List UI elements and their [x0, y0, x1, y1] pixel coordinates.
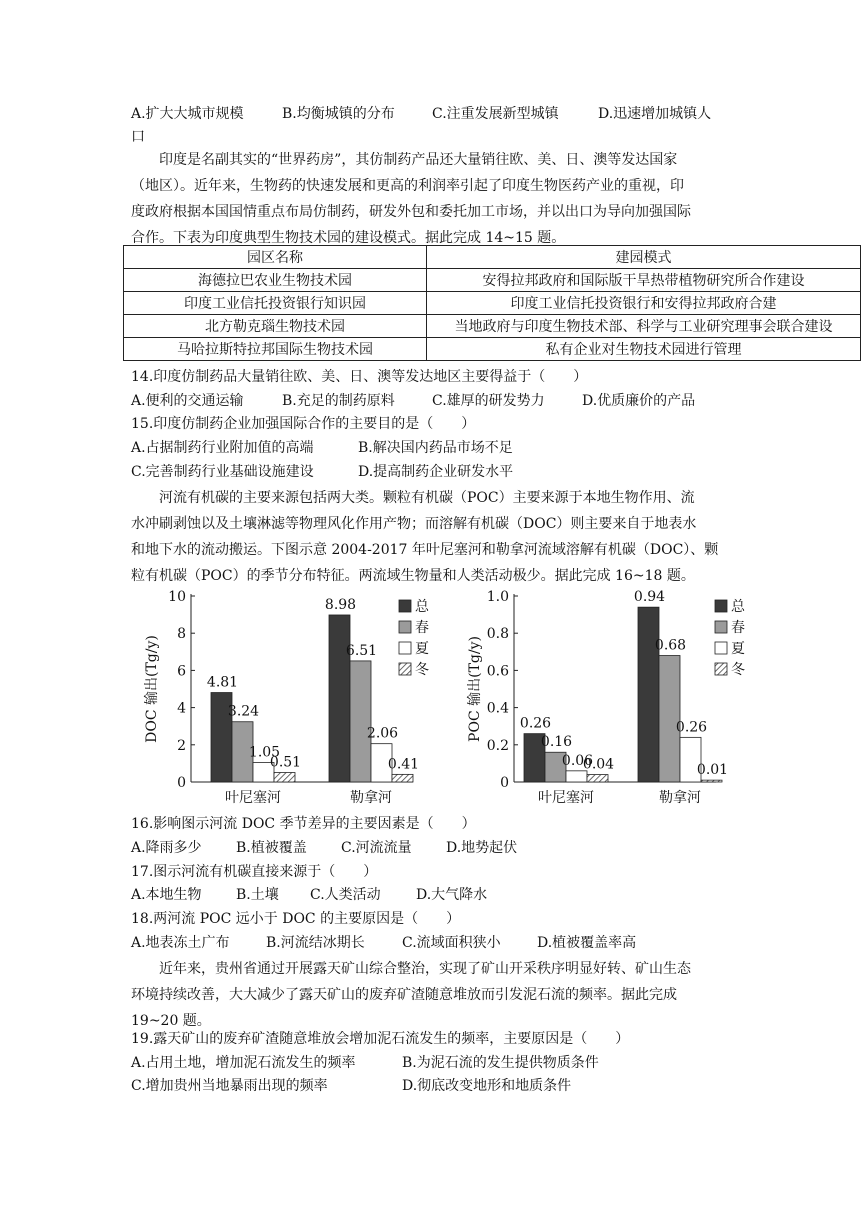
table-cell: 私有企业对生物技术园进行管理 — [427, 338, 861, 361]
data-label: 0.06 — [561, 752, 594, 769]
category-label: 叶尼塞河 — [538, 790, 594, 806]
legend-label: 春 — [731, 620, 745, 636]
data-label: 0.16 — [540, 734, 573, 751]
category-label: 勒拿河 — [350, 790, 392, 806]
table-row — [124, 338, 861, 361]
bar — [392, 774, 413, 782]
legend-swatch — [715, 600, 727, 612]
data-label: 0.51 — [269, 754, 302, 771]
passage-line: 粒有机碳（POC）的季节分布特征。两流域生物量和人类活动极少。据此完成 16~18 题。 — [131, 568, 695, 584]
passage-line: 印度是名副其实的“世界药房”，其仿制药产品还大量销往欧、美、日、澳等发达国家 — [159, 152, 678, 168]
data-label: 0.26 — [519, 715, 552, 732]
table-row — [124, 269, 861, 292]
bar — [638, 607, 659, 782]
q16-stem: 16.影响图示河流 DOC 季节差异的主要因素是（ ） — [131, 816, 476, 832]
q15-option-b: B.解决国内药品市场不足 — [358, 440, 513, 456]
data-label: 1.05 — [248, 744, 281, 761]
table-row — [124, 292, 861, 315]
y-tick-label: 10 — [168, 589, 186, 605]
passage-line: 和地下水的流动搬运。下图示意 2004-2017 年叶尼塞河和勒拿河流域溶解有机碳（DOC）、颗 — [131, 542, 719, 558]
data-label: 0.68 — [654, 637, 687, 654]
y-tick-label: 2 — [177, 737, 186, 754]
q18-option-c: C.流域面积狭小 — [402, 935, 501, 951]
legend-label: 总 — [731, 599, 745, 615]
category-label: 叶尼塞河 — [225, 790, 281, 806]
bar — [350, 661, 371, 782]
passage-line: 环境持续改善，大大减少了露天矿山的废弃矿渣随意堆放而引发泥石流的频率。据此完成 — [131, 987, 677, 1003]
q16-option-d: D.地势起伏 — [446, 840, 518, 856]
category-label: 勒拿河 — [659, 790, 701, 806]
q13-option-d-continued: 口 — [131, 129, 145, 145]
q17-stem: 17.图示河流有机碳直接来源于（ ） — [131, 864, 378, 880]
legend-swatch — [399, 642, 411, 654]
passage-line: 近年来，贵州省通过开展露天矿山综合整治，实现了矿山开采秩序明显好转、矿山生态 — [159, 961, 691, 977]
y-tick-label: 0.2 — [486, 737, 509, 754]
y-axis-label: POC 输出(Tg/y) — [467, 636, 483, 742]
passage-guizhou — [131, 956, 731, 1034]
data-label: 0.01 — [696, 762, 729, 779]
legend-swatch — [399, 600, 411, 612]
q18-option-d: D.植被覆盖率高 — [537, 935, 637, 951]
y-tick-label: 1.0 — [486, 589, 509, 605]
passage-river — [131, 485, 731, 589]
bar — [587, 775, 608, 782]
q14-option-b: B.充足的制药原料 — [282, 393, 395, 409]
q15-option-c: C.完善制药行业基础设施建设 — [131, 464, 314, 480]
data-label: 0.04 — [582, 756, 615, 773]
q16-option-a: A.降雨多少 — [131, 840, 202, 856]
y-tick-label: 6 — [177, 663, 186, 680]
q19-option-a: A.占用土地，增加泥石流发生的频率 — [131, 1055, 356, 1071]
y-tick-label: 0 — [177, 775, 186, 791]
q18-option-a: A.地表冻土广布 — [131, 935, 230, 951]
y-tick-label: 0.6 — [486, 663, 509, 680]
table-header-park-name: 园区名称 — [124, 246, 427, 269]
table-header-row — [124, 246, 861, 269]
table-cell: 当地政府与印度生物技术部、科学与工业研究理事会联合建设 — [427, 315, 861, 338]
bar — [274, 773, 295, 782]
q19-option-c: C.增加贵州当地暴雨出现的频率 — [131, 1078, 328, 1094]
q14-option-d: D.优质廉价的产品 — [582, 393, 696, 409]
table-cell: 印度工业信托投资银行知识园 — [124, 292, 427, 315]
passage-line: 河流有机碳的主要来源包括两大类。颗粒有机碳（POC）主要来源于本地生物作用、流 — [159, 490, 695, 506]
passage-india — [131, 147, 731, 251]
q18-option-b: B.河流结冰期长 — [266, 935, 365, 951]
y-tick-label: 0.8 — [486, 626, 509, 643]
q18-stem: 18.两河流 POC 远小于 DOC 的主要原因是（ ） — [131, 911, 461, 927]
q17-option-b: B.土壤 — [236, 887, 279, 903]
q14-stem: 14.印度仿制药品大量销往欧、美、日、澳等发达地区主要得益于（ ） — [131, 369, 588, 385]
table-header-mode: 建园模式 — [427, 246, 861, 269]
legend-label: 夏 — [415, 641, 429, 657]
legend-swatch — [715, 663, 727, 675]
bar — [329, 615, 350, 782]
table-cell: 马哈拉斯特拉邦国际生物技术园 — [124, 338, 427, 361]
q19-stem: 19.露天矿山的废弃矿渣随意堆放会增加泥石流发生的频率，主要原因是（ ） — [131, 1031, 630, 1047]
legend-label: 冬 — [415, 662, 429, 678]
legend-swatch — [399, 621, 411, 633]
bar — [701, 780, 722, 782]
q17-option-d: D.大气降水 — [416, 887, 488, 903]
data-label: 0.94 — [633, 589, 666, 606]
y-tick-label: 0.4 — [486, 700, 509, 717]
y-axis-label: DOC 输出(Tg/y) — [144, 635, 160, 743]
passage-line: 水冲刷剥蚀以及土壤淋滤等物理风化作用产物；而溶解有机碳（DOC）则主要来自于地表水 — [131, 516, 697, 532]
passage-line: 度政府根据本国国情重点布局仿制药，研发外包和委托加工市场，并以出口为导向加强国际 — [131, 204, 691, 220]
legend-label: 冬 — [731, 662, 745, 678]
table-cell: 海德拉巴农业生物技术园 — [124, 269, 427, 292]
q19-option-b: B.为泥石流的发生提供物质条件 — [402, 1055, 599, 1071]
legend-swatch — [715, 621, 727, 633]
y-tick-label: 4 — [177, 700, 186, 717]
passage-line: （地区）。近年来，生物药的快速发展和更高的利润率引起了印度生物医药产业的重视，印 — [131, 178, 684, 194]
table-row — [124, 315, 861, 338]
table-cell: 印度工业信托投资银行和安得拉邦政府合建 — [427, 292, 861, 315]
q14-option-c: C.雄厚的研发势力 — [432, 393, 545, 409]
table-cell: 安得拉邦政府和国际版干旱热带植物研究所合作建设 — [427, 269, 861, 292]
data-label: 0.26 — [675, 719, 708, 736]
q15-option-a: A.占据制药行业附加值的高端 — [131, 440, 314, 456]
table-cell: 北方勒克瑙生物技术园 — [124, 315, 427, 338]
q17-option-a: A.本地生物 — [131, 887, 202, 903]
legend-label: 春 — [415, 620, 429, 636]
q16-option-b: B.植被覆盖 — [236, 840, 307, 856]
q13-option-d: D.迅速增加城镇人 — [598, 106, 712, 122]
data-label: 2.06 — [366, 725, 399, 742]
data-label: 4.81 — [206, 674, 239, 691]
q16-option-c: C.河流流量 — [341, 840, 412, 856]
legend-label: 夏 — [731, 641, 745, 657]
y-tick-label: 8 — [177, 626, 186, 643]
data-label: 6.51 — [345, 642, 378, 659]
q13-option-c: C.注重发展新型城镇 — [432, 106, 559, 122]
doc-poc-charts — [131, 582, 745, 814]
legend-swatch — [715, 642, 727, 654]
q15-option-d: D.提高制药企业研发水平 — [358, 464, 514, 480]
passage-line: 19~20 题。 — [131, 1013, 211, 1029]
passage-line: 合作。下表为印度典型生物技术园的建设模式。据此完成 14~15 题。 — [131, 230, 566, 246]
q13-option-a: A.扩大大城市规模 — [131, 106, 244, 122]
q17-option-c: C.人类活动 — [310, 887, 381, 903]
q14-option-a: A.便利的交通运输 — [131, 393, 244, 409]
data-label: 0.41 — [387, 756, 420, 773]
q13-option-b: B.均衡城镇的分布 — [282, 106, 395, 122]
data-label: 8.98 — [324, 596, 357, 613]
legend-label: 总 — [415, 599, 429, 615]
biotech-park-table — [123, 245, 861, 361]
legend-swatch — [399, 663, 411, 675]
q19-option-d: D.彻底改变地形和地质条件 — [402, 1078, 572, 1094]
y-tick-label: 0 — [500, 775, 509, 791]
data-label: 3.24 — [227, 703, 260, 720]
q15-stem: 15.印度仿制药企业加强国际合作的主要目的是（ ） — [131, 416, 476, 432]
